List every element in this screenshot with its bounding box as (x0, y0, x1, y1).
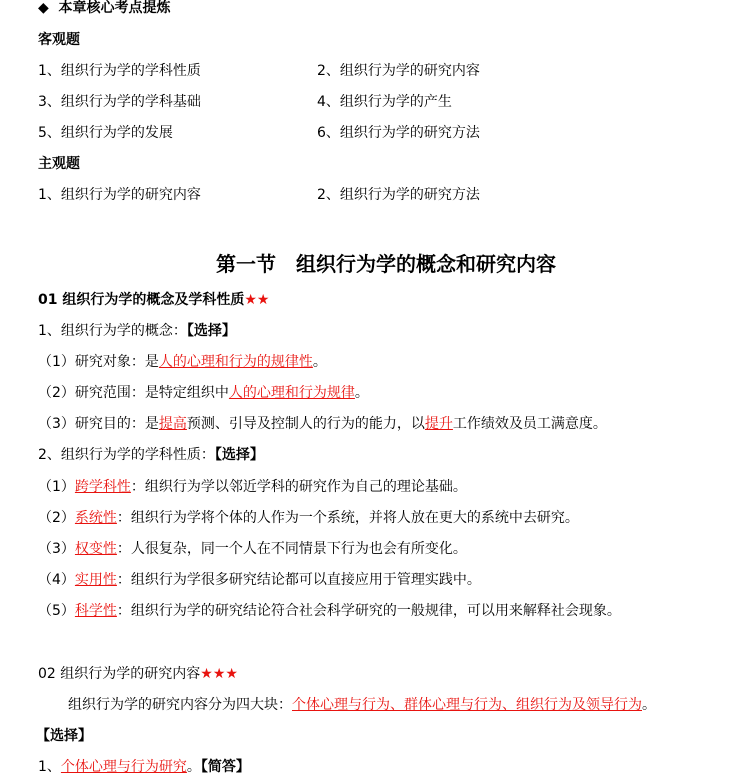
item-suffix: ：组织行为学以邻近学科的研究作为自己的理论基础。 (130, 479, 467, 495)
item-suffix: ：组织行为学将个体的人作为一个系统，并将人放在更大的系统中去研究。 (116, 510, 579, 526)
item-suffix: 。 (186, 759, 201, 775)
highlight-text: 系统性 (74, 510, 117, 526)
item-prefix: （2）研究范围：是特定组织中 (38, 385, 229, 401)
nature-item (38, 478, 467, 496)
part02-item (38, 758, 250, 776)
subjective-item: 1、组织行为学的研究内容 (38, 187, 201, 203)
objective-item: 6、组织行为学的研究方法 (317, 125, 480, 141)
highlight-text: 跨学科性 (74, 479, 131, 495)
concept-item (38, 415, 607, 433)
nature-line (38, 446, 264, 464)
highlight-text: 人的心理和行为规律 (228, 385, 355, 401)
item-prefix: （1）研究对象：是 (38, 354, 159, 370)
nature-item (38, 540, 467, 558)
part01-heading (38, 291, 269, 309)
item-prefix: （2） (38, 510, 75, 526)
nature-item (38, 571, 481, 589)
item-suffix: 工作绩效及员工满意度。 (452, 416, 607, 432)
item-suffix: ：组织行为学的研究结论符合社会科学研究的一般规律，可以用来解释社会现象。 (116, 603, 621, 619)
item-prefix: （4） (38, 572, 75, 588)
item-suffix: ：人很复杂，同一个人在不同情景下行为也会有所变化。 (116, 541, 467, 557)
section-title: 第一节 组织行为学的概念和研究内容 (216, 252, 556, 276)
star-rating: ★★★ (200, 666, 238, 682)
objective-item: 2、组织行为学的研究内容 (317, 63, 480, 79)
item-prefix: （1） (38, 479, 75, 495)
item-suffix: 。 (312, 354, 327, 370)
concept-item (38, 384, 369, 402)
select-tag: 【选择】 (214, 447, 264, 463)
part02-heading (38, 665, 238, 683)
highlight-text: 科学性 (74, 603, 117, 619)
concept-label: 1、组织行为学的概念： (38, 323, 187, 339)
objective-item: 4、组织行为学的产生 (317, 94, 452, 110)
item-prefix: （3） (38, 541, 75, 557)
nature-label: 2、组织行为学的学科性质： (38, 447, 215, 463)
highlight-text: 个体心理与行为研究 (60, 759, 187, 775)
item-middle: 预测、引导及控制人的行为的能力，以 (186, 416, 425, 432)
subjective-item: 2、组织行为学的研究方法 (317, 187, 480, 203)
highlight-text: 权变性 (74, 541, 117, 557)
intro-prefix: 组织行为学的研究内容分为四大块： (68, 697, 292, 713)
black-diamond-icon: ◆ (38, 0, 49, 16)
nature-item (38, 602, 621, 620)
short-answer-tag: 【简答】 (200, 759, 250, 775)
objective-item: 3、组织行为学的学科基础 (38, 94, 201, 110)
highlight-text: 人的心理和行为的规律性 (158, 354, 313, 370)
nature-item (38, 509, 579, 527)
core-points-header (38, 0, 171, 17)
highlight-text: 提高 (158, 416, 187, 432)
part01-heading-text: 01 组织行为学的概念及学科性质 (38, 292, 245, 308)
objective-item: 5、组织行为学的发展 (38, 125, 173, 141)
item-prefix: 1、 (38, 759, 61, 775)
item-suffix: 。 (354, 385, 369, 401)
concept-line (38, 322, 236, 340)
select-tag: 【选择】 (36, 728, 92, 744)
part02-intro (68, 696, 656, 714)
select-tag: 【选择】 (186, 323, 236, 339)
item-prefix: （3）研究目的：是 (38, 416, 159, 432)
highlight-text: 个体心理与行为、群体心理与行为、组织行为及领导行为 (292, 697, 642, 713)
objective-heading: 客观题 (38, 32, 80, 48)
concept-item (38, 353, 327, 371)
objective-item: 1、组织行为学的学科性质 (38, 63, 201, 79)
intro-suffix: 。 (642, 697, 656, 713)
subjective-heading: 主观题 (38, 156, 80, 172)
item-prefix: （5） (38, 603, 75, 619)
highlight-text: 实用性 (74, 572, 117, 588)
highlight-text: 提升 (424, 416, 453, 432)
item-suffix: ：组织行为学很多研究结论都可以直接应用于管理实践中。 (116, 572, 481, 588)
core-points-title: 本章核心考点提炼 (58, 0, 171, 16)
part02-heading-text: 02 组织行为学的研究内容 (38, 666, 201, 682)
star-rating: ★★ (244, 292, 270, 308)
